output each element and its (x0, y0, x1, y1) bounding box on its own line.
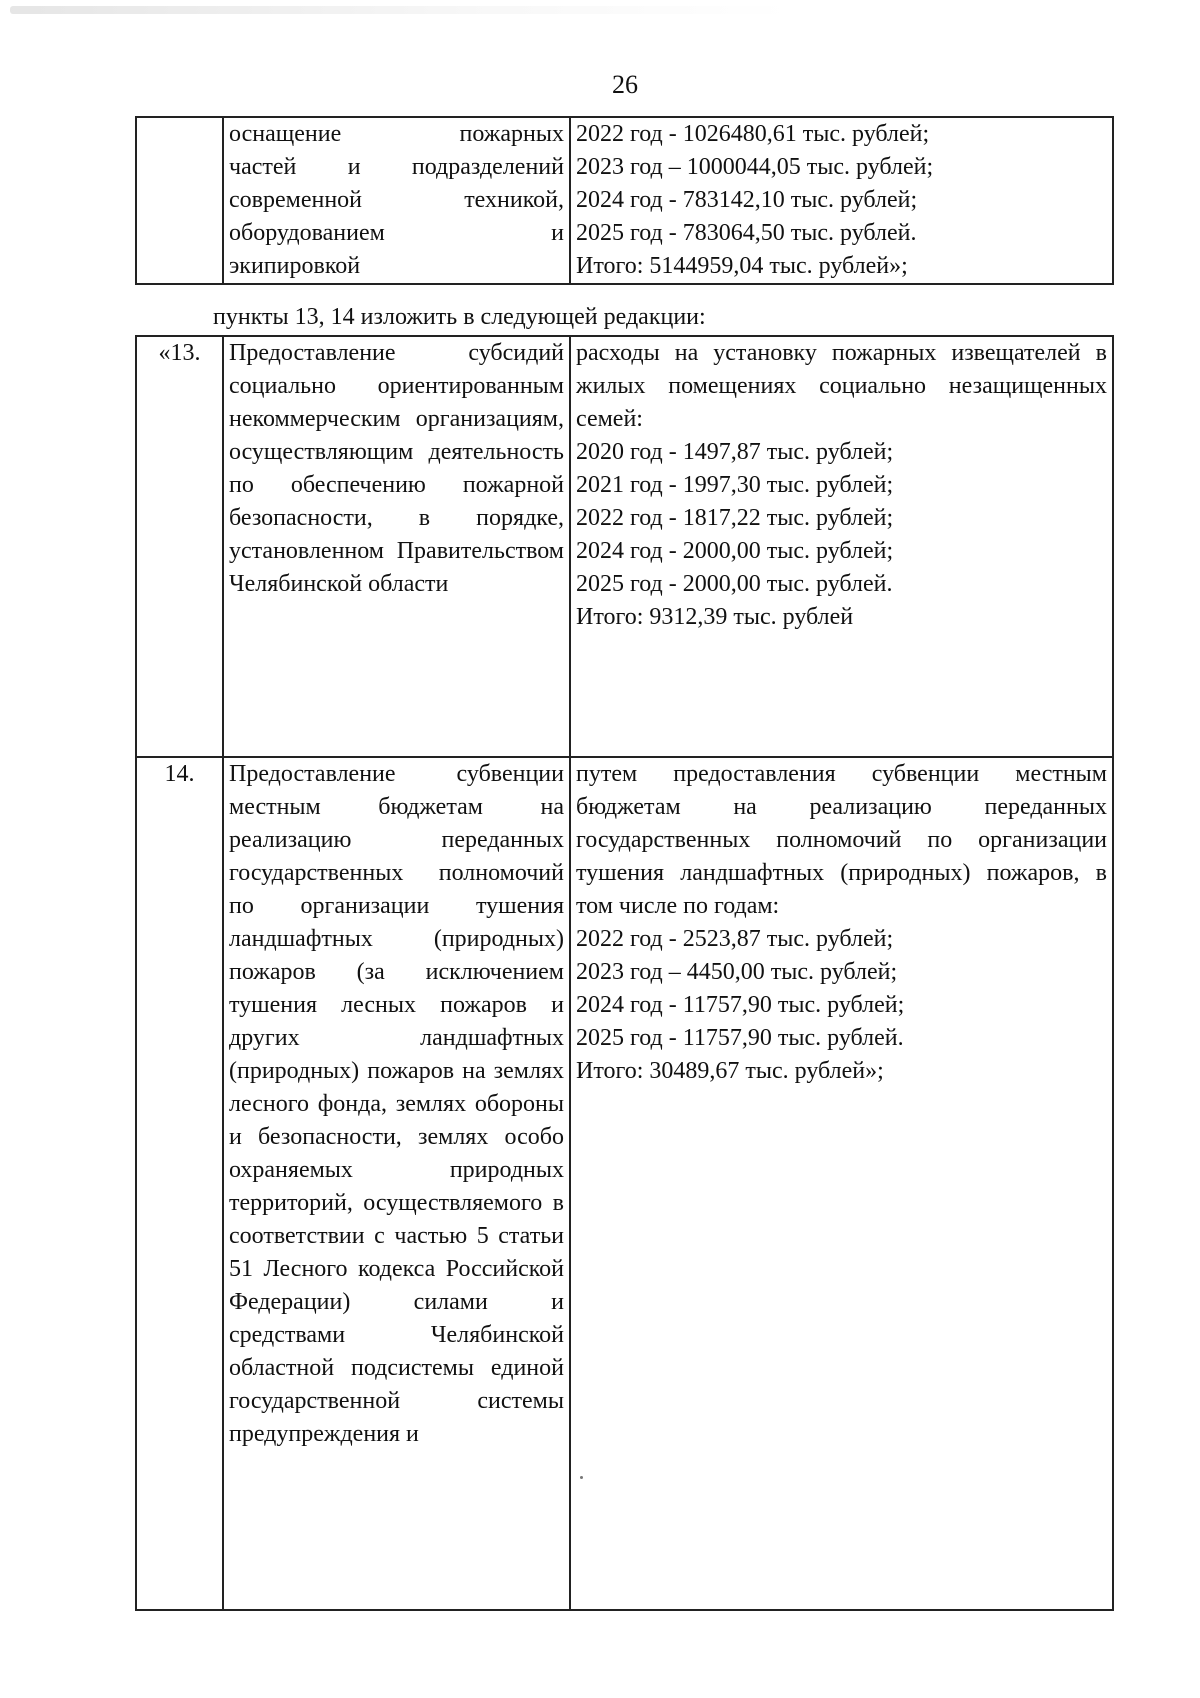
funding-cell (570, 757, 1113, 1610)
funding-line: 2021 год - 1997,30 тыс. рублей; (576, 472, 894, 498)
funding-line: 2022 год - 1026480,61 тыс. рублей; (576, 121, 930, 147)
funding-line: Итого: 9312,39 тыс. рублей (576, 604, 854, 630)
funding-line: 2020 год - 1497,87 тыс. рублей; (576, 439, 894, 465)
purpose-text: расходы на установку пожарных извещателей в жилых помещениях социально незащищенных семей: (576, 340, 1107, 432)
funding-line: Итого: 30489,67 тыс. рублей»; (576, 1058, 884, 1084)
description-cell: Предоставление субвенции местным бюджетам на реализацию переданных государственных полномочий по организации тушения ландшафтных (природных) пожаров (за исключением тушения лесных пожаров и других ландшафтных (природных) пожаров на землях лесного фонда, землях обороны и безопасности, землях особо охраняемых природных территорий, осуществляемого в соответствии с частью 5 статьи 51 Лесного кодекса Российской Федерации) силами и средствами Челябинской областной подсистемы единой государственной системы предупреждения и (223, 757, 570, 1610)
row-number: 14. (136, 757, 223, 1610)
row-number: «13. (136, 336, 223, 757)
funding-line: 2023 год – 4450,00 тыс. рублей; (576, 959, 898, 985)
scan-artifact (10, 6, 790, 14)
table-row (136, 117, 1113, 284)
funding-cell (570, 117, 1113, 284)
funding-line: 2024 год - 11757,90 тыс. рублей; (576, 992, 905, 1018)
funding-line: Итого: 5144959,04 тыс. рублей»; (576, 253, 908, 279)
page-number: 26 (612, 70, 638, 99)
table-row (136, 757, 1113, 1610)
continued-table (135, 116, 1114, 285)
description-line: оснащение пожарных (229, 121, 564, 147)
funding-line: 2024 год - 783142,10 тыс. рублей; (576, 187, 918, 213)
funding-line: 2025 год - 2000,00 тыс. рублей. (576, 571, 893, 597)
description-line: оборудованием и (229, 220, 564, 246)
scan-speck (580, 1476, 583, 1479)
description-cell (223, 117, 570, 284)
funding-line: 2025 год - 11757,90 тыс. рублей. (576, 1025, 904, 1051)
description-line: частей и подразделений (229, 154, 564, 180)
funding-cell (570, 336, 1113, 757)
description-line: экипировкой (229, 253, 361, 279)
measures-table (135, 335, 1114, 1611)
purpose-text: путем предоставления субвенции местным бюджетам на реализацию переданных государственных полномочий по организации тушения ландшафтных (природных) пожаров, в том числе по годам: (576, 761, 1107, 919)
funding-line: 2022 год - 1817,22 тыс. рублей; (576, 505, 894, 531)
funding-line: 2022 год - 2523,87 тыс. рублей; (576, 926, 894, 952)
funding-line: 2025 год - 783064,50 тыс. рублей. (576, 220, 917, 246)
table-row (136, 336, 1113, 757)
number-cell (136, 117, 223, 284)
funding-line: 2023 год – 1000044,05 тыс. рублей; (576, 154, 934, 180)
instruction-text: пункты 13, 14 изложить в следующей редакции: (213, 304, 706, 330)
funding-line: 2024 год - 2000,00 тыс. рублей; (576, 538, 894, 564)
description-cell: Предоставление субсидий социально ориентированным некоммерческим организациям, осуществляющим деятельность по обеспечению пожарной безопасности, в порядке, установленном Правительством Челябинской области (223, 336, 570, 757)
description-line: современной техникой, (229, 187, 564, 213)
